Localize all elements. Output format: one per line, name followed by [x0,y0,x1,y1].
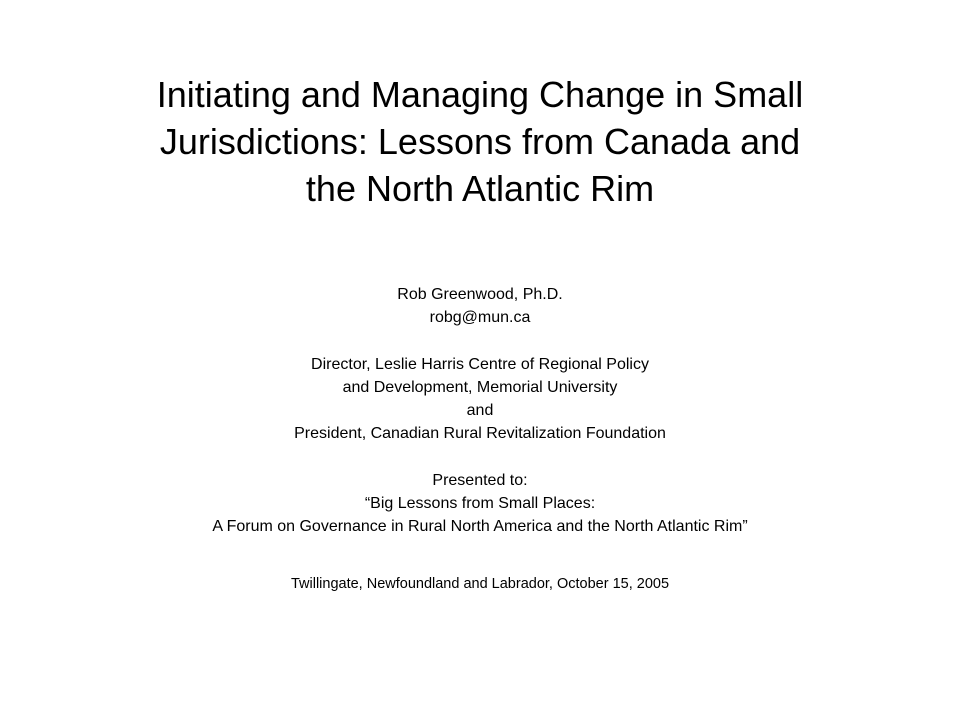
affiliation-line-1: Director, Leslie Harris Centre of Regional Policy [311,355,649,373]
event-title-line-2: A Forum on Governance in Rural North America and the North Atlantic Rim” [212,518,748,535]
affiliation-line-2: and Development, Memorial University [342,378,618,396]
presented-to-label: Presented to: [432,471,528,489]
author-email: robg@mun.ca [429,309,531,327]
event-title-line-1: “Big Lessons from Small Places: [364,494,596,512]
conjunction-and: and [466,402,494,419]
slide-title [60,71,900,212]
spacer [40,329,920,352]
title-line-3: the North Atlantic Rim [305,168,655,209]
spacer [40,445,920,468]
affiliation-line-3: President, Canadian Rural Revitalization Foundation [294,425,666,443]
title-line-1: Initiating and Managing Change in Small [156,74,804,115]
location-date: Twillingate, Newfoundland and Labrador, October 15, 2005 [290,576,670,592]
title-line-2: Jurisdictions: Lessons from Canada and [159,121,801,162]
author-name: Rob Greenwood, Ph.D. [397,286,563,303]
presenter-info [40,283,920,538]
